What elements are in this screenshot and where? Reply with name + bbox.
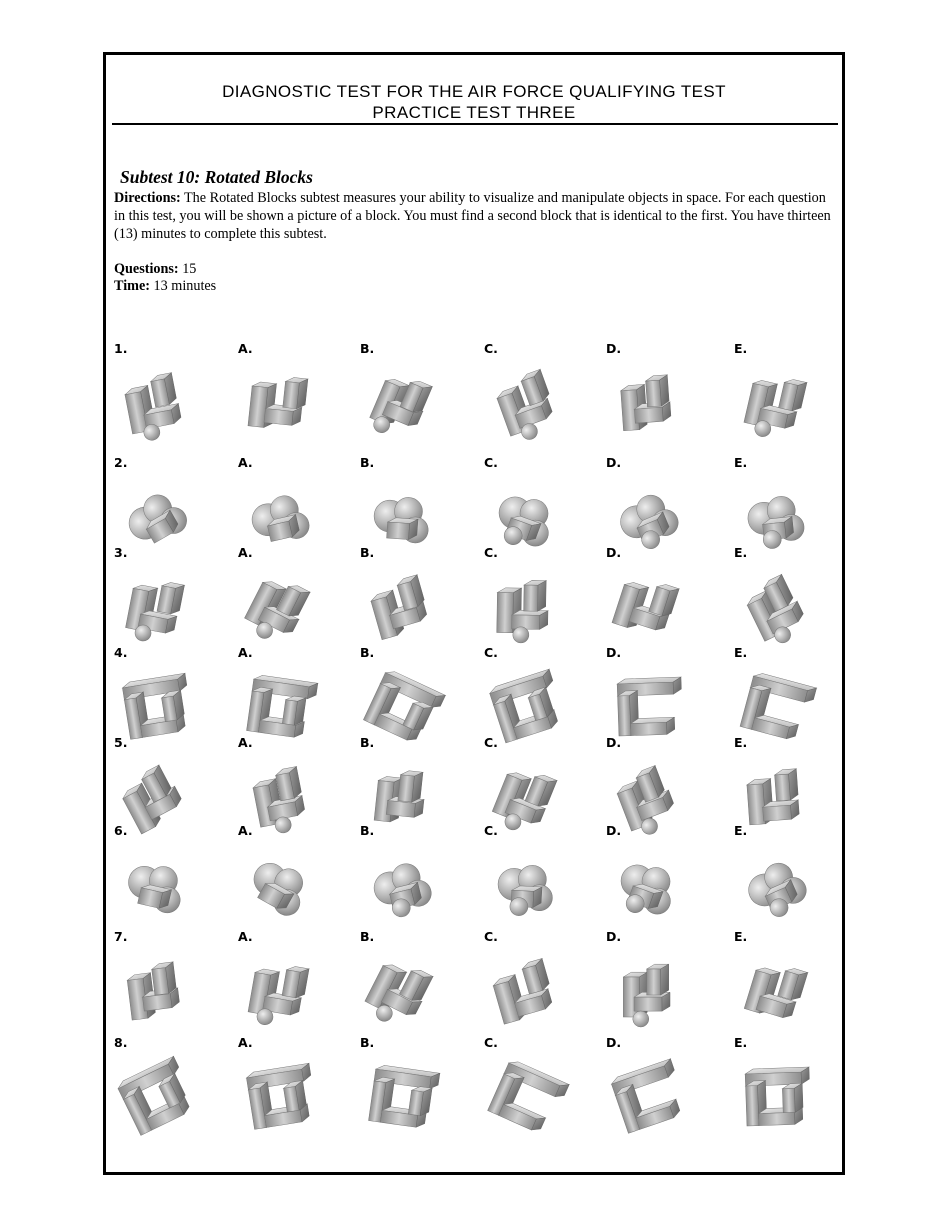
block-group [610,1059,689,1134]
answer-option-label[interactable]: C. [484,645,498,660]
answer-option-label[interactable]: B. [360,545,375,560]
question-number: 8. [114,1035,128,1050]
block-group [123,859,187,915]
block-group [617,677,683,736]
question-block-figure [116,663,206,753]
question-number: 4. [114,645,128,660]
answer-block-figure[interactable] [608,473,698,563]
answer-block-figure[interactable] [486,473,576,563]
answer-option-label[interactable]: E. [734,341,748,356]
block-group [360,954,434,1033]
answer-block-figure[interactable] [608,1053,698,1143]
block-bar [283,377,308,410]
block-group [248,491,312,547]
block-group [116,1056,198,1135]
answer-option-label[interactable]: B. [360,1035,375,1050]
answer-block-figure[interactable] [362,473,452,563]
answer-block-figure[interactable] [736,473,826,563]
answer-option-label[interactable]: A. [238,545,253,560]
subtest-meta [114,261,216,295]
page-frame [103,52,845,1175]
answer-block-figure[interactable] [240,753,330,843]
answer-block-figure[interactable] [362,947,452,1037]
block-group [745,1067,811,1126]
answer-block-figure[interactable] [736,841,826,931]
answer-option-label[interactable]: B. [360,823,375,838]
answer-block-figure[interactable] [240,841,330,931]
answer-block-figure[interactable] [240,947,330,1037]
question-block-figure [116,753,206,843]
block-group [744,958,808,1023]
answer-option-label[interactable]: E. [734,929,748,944]
answer-block-figure[interactable] [486,1053,576,1143]
time-label: Time: [114,278,150,294]
answer-block-figure[interactable] [240,563,330,653]
time-value: 13 minutes [150,278,217,294]
block-group [488,669,566,743]
directions-paragraph [114,189,840,243]
answer-option-label[interactable]: E. [734,645,748,660]
block-group [488,762,556,838]
answer-option-label[interactable]: B. [360,341,375,356]
block-group [613,764,681,840]
block-group [240,571,312,649]
block-group [123,373,185,444]
subtest-title: Subtest 10: Rotated Blocks [120,167,313,187]
answer-option-label[interactable]: D. [606,929,622,944]
header-title-line1: DIAGNOSTIC TEST FOR THE AIR FORCE QUALIFYING TEST [222,82,726,101]
answer-block-figure[interactable] [736,563,826,653]
block-bar [647,964,669,995]
block-bar [512,610,548,629]
question-number: 2. [114,455,128,470]
answer-option-label[interactable]: D. [606,645,622,660]
question-block-figure [116,563,206,653]
block-bar [630,717,675,735]
block-group [366,369,433,445]
block-group [490,958,557,1024]
answer-option-label[interactable]: C. [484,341,498,356]
block-bar [774,769,798,801]
question-number: 3. [114,545,128,560]
block-bar [649,582,679,618]
answer-option-label[interactable]: D. [606,545,622,560]
block-bar [521,958,551,994]
block-bar [157,581,184,615]
answer-option-label[interactable]: A. [238,341,253,356]
answer-block-figure[interactable] [486,563,576,653]
block-bar [151,962,177,995]
answer-option-label[interactable]: C. [484,1035,498,1050]
directions-text: The Rotated Blocks subtest measures your ability to visualize and manipulate objects in space. For each question in this test, you will be shown a picture of a block. You must find a second block that is identical to the first. You have thirteen (13) minutes to complete this subtest. [114,190,831,242]
answer-block-figure[interactable] [362,563,452,653]
time-limit [114,278,216,295]
answer-option-label[interactable]: C. [484,545,498,560]
block-bar [645,375,669,407]
block-group [370,859,436,922]
answer-option-label[interactable]: A. [238,929,253,944]
block-group [372,495,430,544]
answer-block-figure[interactable] [240,473,330,563]
answer-option-label[interactable]: C. [484,823,498,838]
answer-block-figure[interactable] [608,563,698,653]
answer-block-figure[interactable] [362,841,452,931]
question-number: 1. [114,341,128,356]
header-title-line2: PRACTICE TEST THREE [372,103,576,122]
answer-block-figure[interactable] [486,753,576,843]
block-group [489,489,558,556]
block-group [611,857,680,924]
answer-option-label[interactable]: A. [238,823,253,838]
answer-option-label[interactable]: C. [484,455,498,470]
block-bar [408,1086,432,1117]
answer-block-figure[interactable] [608,753,698,843]
answer-block-figure[interactable] [486,947,576,1037]
block-bar [150,373,177,407]
block-group [488,1059,570,1137]
answer-option-label[interactable]: A. [238,645,253,660]
block-group [247,674,318,739]
questions-count [114,261,216,278]
block-bar [779,378,807,413]
question-block-figure [116,841,206,931]
answer-block-figure[interactable] [486,663,576,753]
answer-block-figure[interactable] [240,663,330,753]
answer-option-label[interactable]: D. [606,341,622,356]
header-rule [112,123,838,125]
block-bar [752,713,799,741]
answer-option-label[interactable]: D. [606,735,622,750]
block-group [623,964,670,1027]
answer-option-label[interactable]: D. [606,1035,622,1050]
answer-option-label[interactable]: E. [734,823,748,838]
block-group [124,576,185,647]
block-bar [778,966,808,1002]
answer-block-figure[interactable] [240,359,330,449]
block-group [746,769,800,825]
answer-option-label[interactable]: E. [734,1035,748,1050]
answer-block-figure[interactable] [486,841,576,931]
block-group [742,371,807,444]
answer-option-label[interactable]: D. [606,455,622,470]
answer-block-figure[interactable] [736,359,826,449]
block-group [248,373,308,431]
block-group [493,369,562,445]
answer-block-figure[interactable] [608,663,698,753]
block-group [369,1064,440,1129]
block-group [126,962,181,1020]
question-number: 6. [114,823,128,838]
answer-option-label[interactable]: C. [484,929,498,944]
answer-block-figure[interactable] [486,359,576,449]
block-bar [398,770,423,803]
answer-block-figure[interactable] [362,753,452,843]
directions-label: Directions: [114,190,181,206]
answer-option-label[interactable]: B. [360,735,375,750]
answer-block-figure[interactable] [736,663,826,753]
block-bar [282,965,309,999]
block-group [740,671,817,742]
block-group [244,854,314,920]
block-group [122,673,194,739]
answer-option-label[interactable]: B. [360,929,375,944]
questions-label: Questions: [114,261,179,277]
block-group [121,486,191,552]
answer-option-label[interactable]: E. [734,735,748,750]
block-group [612,572,679,639]
answer-option-label[interactable]: C. [484,735,498,750]
block-group [742,856,813,925]
question-block-figure [116,947,206,1037]
question-number: 7. [114,929,128,944]
block-cylinder [633,1011,649,1027]
answer-option-label[interactable]: B. [360,645,375,660]
block-group [246,960,309,1031]
answer-block-figure[interactable] [240,1053,330,1143]
block-group [363,668,445,747]
page-header [106,81,842,123]
answer-option-label[interactable]: E. [734,455,748,470]
block-group [620,375,672,431]
block-group [614,488,685,556]
block-group [367,575,431,640]
answer-option-label[interactable]: A. [238,1035,253,1050]
block-group [497,580,549,644]
block-bar [634,1099,681,1129]
block-bar [782,1083,803,1112]
answer-option-label[interactable]: A. [238,735,253,750]
block-group [746,494,806,550]
block-group [496,864,554,918]
block-bar [499,1100,546,1133]
answer-option-label[interactable]: A. [238,455,253,470]
answer-option-label[interactable]: D. [606,823,622,838]
answer-block-figure[interactable] [608,359,698,449]
block-group [251,766,309,837]
question-number: 5. [114,735,128,750]
answer-block-figure[interactable] [362,1053,452,1143]
answer-block-figure[interactable] [736,947,826,1037]
answer-block-figure[interactable] [362,663,452,753]
answer-block-figure[interactable] [362,359,452,449]
answer-option-label[interactable]: E. [734,545,748,560]
question-block-figure [116,473,206,563]
block-cylinder [513,627,529,643]
questions-value: 15 [178,261,197,277]
block-group [374,768,427,825]
answer-block-figure[interactable] [736,753,826,843]
block-bar [282,695,306,726]
block-group [742,573,811,650]
question-block-figure [116,359,206,449]
question-block-figure [116,1053,206,1143]
block-bar [524,580,547,611]
block-bar [387,517,418,540]
answer-block-figure[interactable] [608,841,698,931]
answer-option-label[interactable]: B. [360,455,375,470]
block-group [246,1063,318,1129]
answer-block-figure[interactable] [608,947,698,1037]
answer-block-figure[interactable] [736,1053,826,1143]
